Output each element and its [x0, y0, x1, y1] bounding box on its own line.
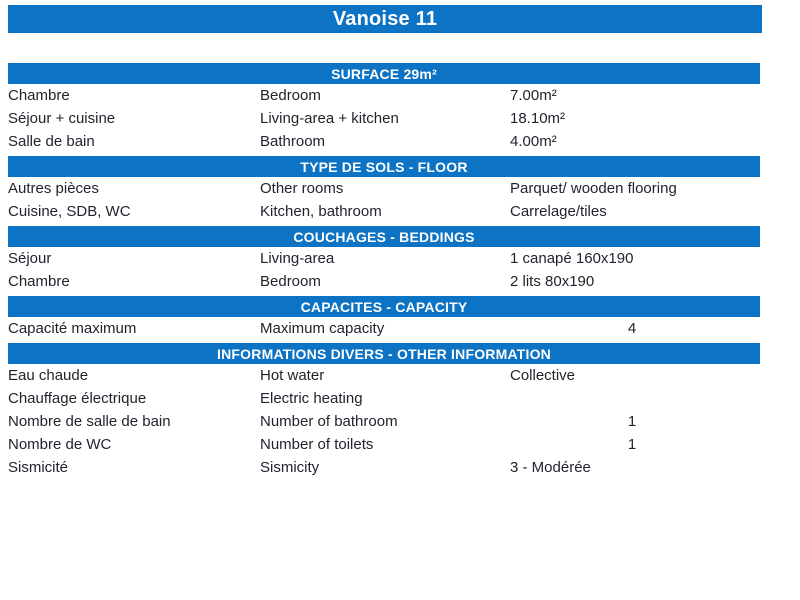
section-capacity — [8, 296, 760, 340]
row-label-fr: Chambre — [8, 273, 70, 290]
row-label-en: Bedroom — [260, 87, 321, 104]
row-label-en: Hot water — [260, 367, 325, 384]
row-label-fr: Capacité maximum — [8, 320, 137, 337]
row-number: 4 — [627, 320, 637, 337]
row-value: 4.00m² — [510, 133, 557, 150]
row-label-en: Number of toilets — [260, 436, 374, 453]
row-label-en: Living-area + kitchen — [260, 110, 399, 127]
table-row — [8, 410, 760, 433]
section-header: SURFACE 29m² — [8, 63, 760, 84]
row-label-en: Bathroom — [260, 133, 326, 150]
section-surface — [8, 63, 760, 153]
row-value: 2 lits 80x190 — [510, 273, 595, 290]
row-label-fr: Chambre — [8, 87, 70, 104]
row-label-fr: Séjour + cuisine — [8, 110, 116, 127]
row-label-fr: Séjour — [8, 250, 52, 267]
row-label-fr: Eau chaude — [8, 367, 89, 384]
section-header: INFORMATIONS DIVERS - OTHER INFORMATION — [8, 343, 760, 364]
row-label-fr: Nombre de salle de bain — [8, 413, 171, 430]
table-row — [8, 177, 760, 200]
row-label-fr: Nombre de WC — [8, 436, 112, 453]
row-label-fr: Autres pièces — [8, 180, 99, 197]
row-label-en: Maximum capacity — [260, 320, 385, 337]
table-row — [8, 200, 760, 223]
table-row — [8, 130, 760, 153]
table-row — [8, 387, 760, 410]
section-other-information — [8, 343, 760, 479]
row-label-fr: Salle de bain — [8, 133, 95, 150]
row-number: 1 — [627, 413, 637, 430]
row-number: 1 — [627, 436, 637, 453]
row-label-en: Number of bathroom — [260, 413, 398, 430]
row-value: Collective — [510, 367, 576, 384]
row-label-en: Electric heating — [260, 390, 363, 407]
row-label-en: Other rooms — [260, 180, 344, 197]
row-label-en: Kitchen, bathroom — [260, 203, 382, 220]
table-row — [8, 247, 760, 270]
row-label-en: Sismicity — [260, 459, 320, 476]
section-header: CAPACITES - CAPACITY — [8, 296, 760, 317]
table-row — [8, 270, 760, 293]
row-value: 1 canapé 160x190 — [510, 250, 634, 267]
row-label-en: Living-area — [260, 250, 335, 267]
row-value: 7.00m² — [510, 87, 557, 104]
row-label-fr: Sismicité — [8, 459, 69, 476]
table-row — [8, 107, 760, 130]
row-label-fr: Chauffage électrique — [8, 390, 147, 407]
section-header: COUCHAGES - BEDDINGS — [8, 226, 760, 247]
row-value: 3 - Modérée — [510, 459, 591, 476]
row-label-fr: Cuisine, SDB, WC — [8, 203, 131, 220]
page-title: Vanoise 11 — [8, 5, 762, 33]
row-label-en: Bedroom — [260, 273, 321, 290]
section-floor — [8, 156, 760, 223]
table-row — [8, 456, 760, 479]
row-value: 18.10m² — [510, 110, 566, 127]
table-row — [8, 84, 760, 107]
section-beddings — [8, 226, 760, 293]
row-value: Parquet/ wooden flooring — [510, 180, 677, 197]
info-table — [8, 63, 760, 479]
table-row — [8, 433, 760, 456]
row-value: Carrelage/tiles — [510, 203, 607, 220]
table-row — [8, 317, 760, 340]
section-header: TYPE DE SOLS - FLOOR — [8, 156, 760, 177]
table-row — [8, 364, 760, 387]
